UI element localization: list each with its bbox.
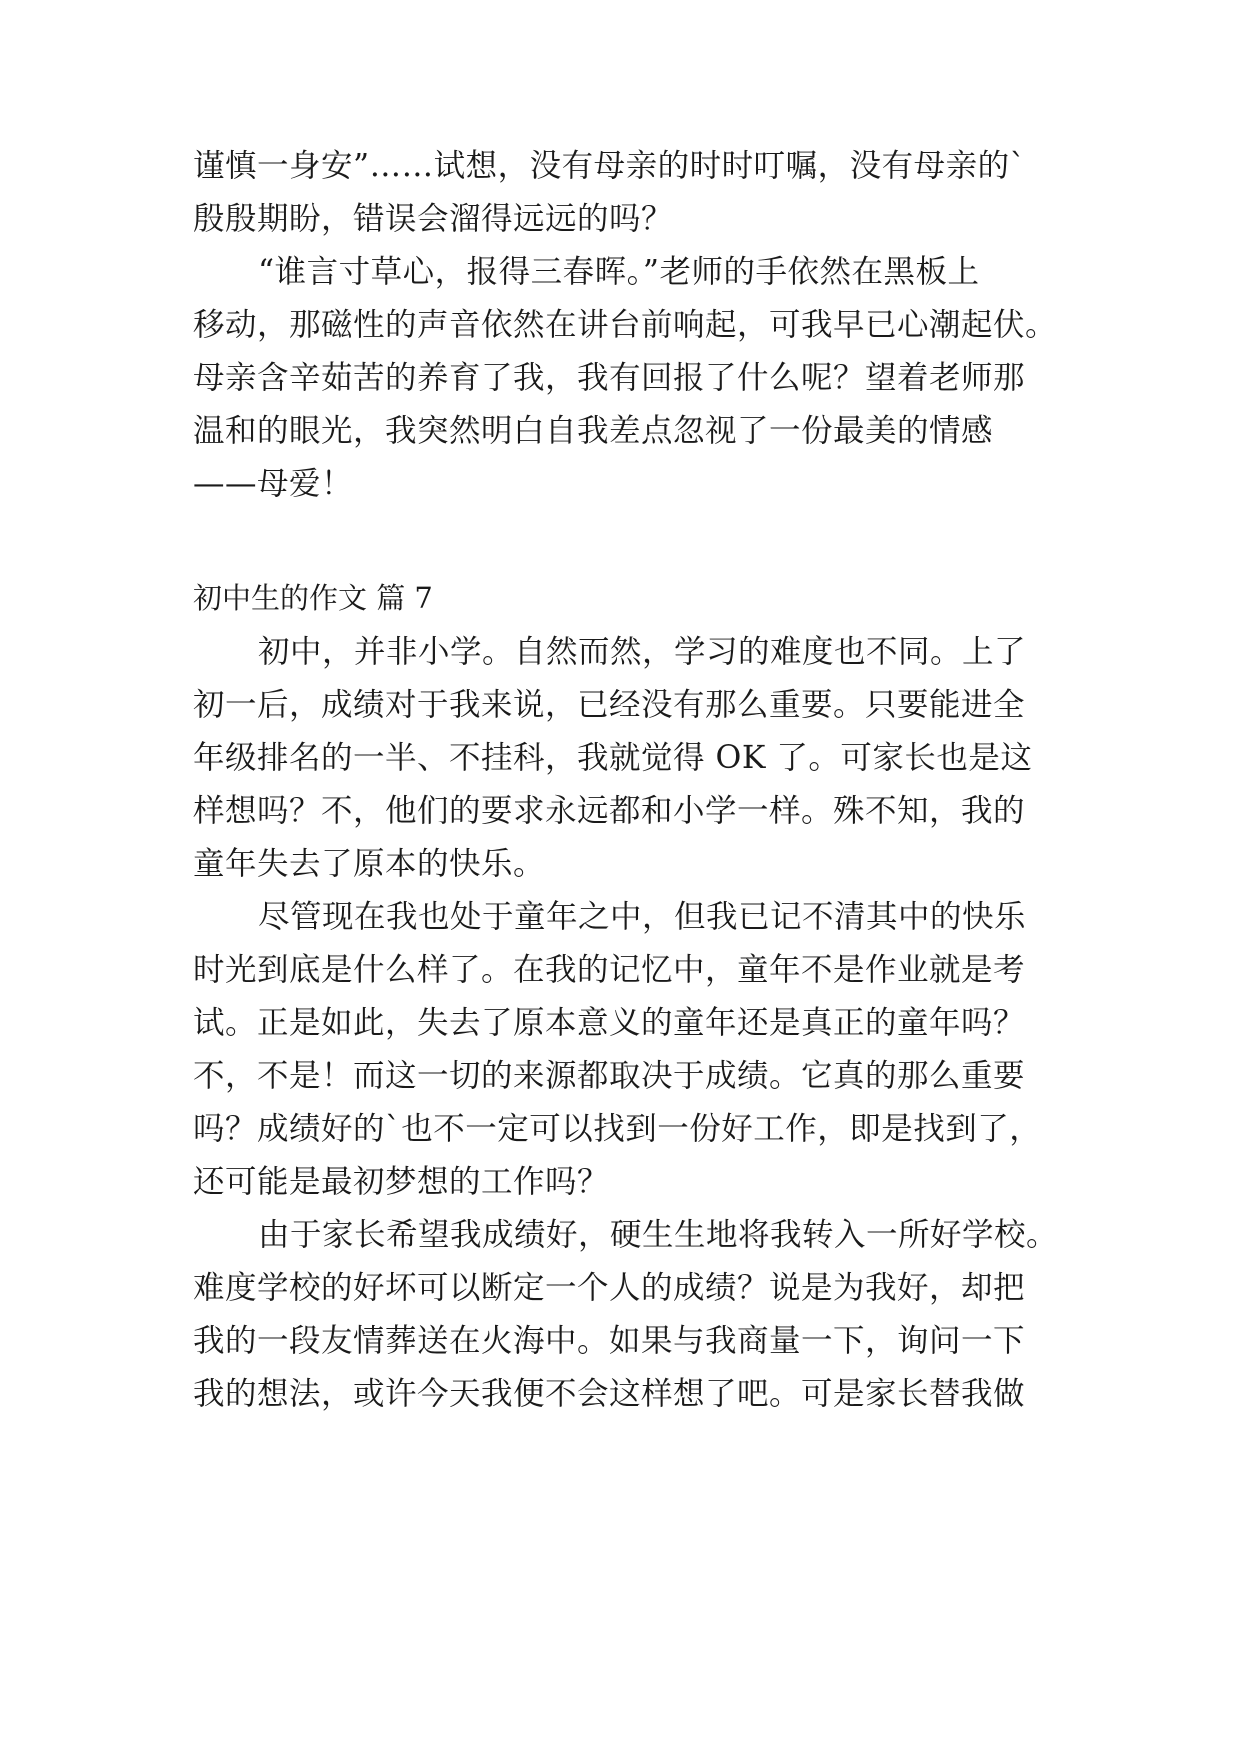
text-line: 不，不是！而这一切的来源都取决于成绩。它真的那么重要 [193, 1058, 1026, 1094]
text-line: ——母爱！ [193, 466, 354, 502]
text-line: 我的一段友情葬送在火海中。如果与我商量一下，询问一下 [193, 1323, 1026, 1359]
text-line: 温和的眼光，我突然明白自我差点忽视了一份最美的情感 [193, 413, 994, 449]
text-line: 吗？成绩好的`也不一定可以找到一份好工作，即是找到了， [193, 1111, 1042, 1147]
text-line: 难度学校的好坏可以断定一个人的成绩？说是为我好，却把 [193, 1270, 1026, 1306]
text-line: 年级排名的一半、不挂科，我就觉得 OK 了。可家长也是这 [193, 740, 1033, 776]
text-line: 母亲含辛茹苦的养育了我，我有回报了什么呢？望着老师那 [193, 360, 1026, 396]
text-line: 试。正是如此，失去了原本意义的童年还是真正的童年吗？ [193, 1005, 1026, 1041]
text-line: 童年失去了原本的快乐。 [193, 846, 546, 882]
text-line: 谨慎一身安”……试想，没有母亲的时时叮嘱，没有母亲的` [193, 148, 1026, 184]
section-title: 初中生的作文 篇 7 [193, 581, 433, 615]
text-line: 初一后，成绩对于我来说，已经没有那么重要。只要能进全 [193, 687, 1026, 723]
text-line: 殷殷期盼，错误会溜得远远的吗？ [193, 201, 674, 237]
text-line: 移动，那磁性的声音依然在讲台前响起，可我早已心潮起伏。 [193, 307, 1058, 343]
text-line: 由于家长希望我成绩好，硬生生地将我转入一所好学校。 [258, 1217, 1059, 1253]
text-line: 时光到底是什么样了。在我的记忆中，童年不是作业就是考 [193, 952, 1026, 988]
text-line: 尽管现在我也处于童年之中，但我已记不清其中的快乐 [258, 899, 1027, 935]
text-line: 还可能是最初梦想的工作吗？ [193, 1164, 610, 1200]
text-line: 初中，并非小学。自然而然，学习的难度也不同。上了 [258, 634, 1027, 670]
text-line: 样想吗？不，他们的要求永远都和小学一样。殊不知，我的 [193, 793, 1026, 829]
text-line: “谁言寸草心，报得三春晖。”老师的手依然在黑板上 [258, 254, 980, 290]
text-line: 我的想法，或许今天我便不会这样想了吧。可是家长替我做 [193, 1376, 1026, 1412]
